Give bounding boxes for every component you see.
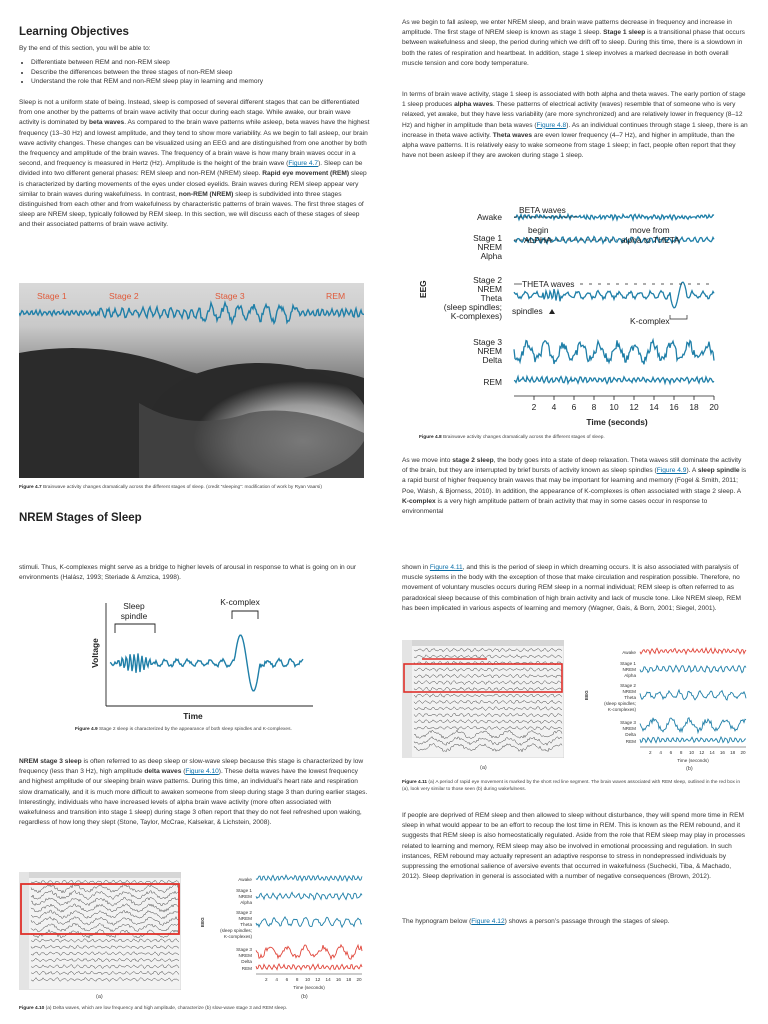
mini-x-tick: 16 bbox=[335, 977, 341, 982]
mini-row-label: NREM bbox=[622, 726, 636, 731]
stage-3-paragraph: NREM stage 3 sleep is often referred to as deep sleep or slow-wave sleep because this stage is characterized by low frequency (less than 3 Hz), high amplitude delta waves (Figure 4.10). These delta waves have the lowest frequency and highest amplitude of our sleeping brain wave patterns. During this time, an individual’s heart rate and respiration slow dramatically, and it is much more difficult to awaken someone from sleep during stage 3 than during earlier stages. Interestingly, individuals who have increased levels of alpha brain wave activity (more often associated with wakefulness and transition into stage 1 sleep) during stage 3 often report that they do not feel refreshed upon waking, regardless of how long they slept (Stone, Taylor, McCrae, Kalsekar, & Lichstein, 2008). bbox=[19, 758, 368, 827]
stage-1-label: Stage 1 bbox=[37, 291, 67, 301]
mini-row-label: Delta bbox=[625, 732, 636, 737]
mini-row-label: NREM bbox=[238, 916, 252, 921]
mini-row-label: NREM bbox=[622, 689, 636, 694]
row-label-stage3: NREM bbox=[477, 346, 502, 356]
mini-row-label: NREM bbox=[622, 667, 636, 672]
eeg-axis-label: EEG bbox=[418, 280, 428, 298]
figure-4-7-link[interactable]: Figure 4.7 bbox=[288, 160, 319, 168]
sleeping-person-image bbox=[19, 283, 364, 478]
mini-row-label: REM bbox=[241, 966, 252, 971]
figure-4-8-eeg-chart bbox=[402, 195, 748, 435]
row-label-stage2: Stage 2 bbox=[473, 275, 502, 285]
stage-2-label: Stage 2 bbox=[109, 291, 139, 301]
mini-x-tick: 6 bbox=[285, 977, 289, 982]
mini-row-label: NREM bbox=[238, 953, 252, 958]
mini-wave bbox=[256, 945, 362, 959]
mini-x-tick: 4 bbox=[659, 750, 662, 755]
spindle-kcomplex-wave bbox=[110, 635, 303, 691]
stage-2-paragraph: As we move into stage 2 sleep, the body goes into a state of deep relaxation. Theta waves still dominate the activity of the brain, but they are interrupted by brief bursts of activity known as sleep spindles (Figure 4.9). A sleep spindle is a rapid burst of higher frequency brain waves that may be important for learning and memory (Fogel & Smith, 2011; Poe, Walsh, & Bjorness, 2010). In addition, the appearance of K-complexes is often associated with stage 2 sleep. A K-complex is a very high amplitude pattern of brain activity that may in some cases occur in response to environmental bbox=[402, 457, 747, 516]
learning-objectives-title: Learning Objectives bbox=[19, 26, 129, 38]
mini-row-label: K-complexes) bbox=[223, 934, 252, 939]
mini-row-label: Stage 1 bbox=[620, 661, 636, 666]
x-tick-label: 12 bbox=[629, 402, 639, 412]
mini-row-label: K-complexes) bbox=[607, 707, 636, 712]
mini-row-label: Delta bbox=[241, 959, 252, 964]
figure-4-9-caption: Figure 4.9 Stage 2 sleep is characterized by the appearance of both sleep spindles and K-complexes. bbox=[75, 727, 292, 732]
figure-4-8-caption: Figure 4.8 Brainwave activity changes dramatically across the different stages of sleep. bbox=[419, 435, 605, 440]
mini-row-label: Theta bbox=[240, 922, 252, 927]
mini-row-label: NREM bbox=[238, 894, 252, 899]
mini-wave bbox=[256, 964, 362, 970]
mini-row-label: Awake bbox=[622, 650, 636, 655]
row-label-stage2: NREM bbox=[477, 284, 502, 294]
mini-wave bbox=[640, 648, 746, 654]
mini-row-label: Alpha bbox=[240, 900, 252, 905]
mini-wave bbox=[256, 875, 362, 881]
row-label-stage2: K-complexes) bbox=[450, 311, 502, 321]
mini-row-label: Stage 1 bbox=[236, 888, 252, 893]
mini-row-label: Awake bbox=[238, 877, 252, 882]
mini-x-tick: 20 bbox=[356, 977, 362, 982]
mini-x-tick: 2 bbox=[265, 977, 268, 982]
voltage-axis-label: Voltage bbox=[90, 638, 100, 668]
objective-item: • Understand the role that REM and non-REM sleep play in learning and memory bbox=[31, 77, 386, 87]
row-label-stage1: Alpha bbox=[480, 251, 502, 261]
mini-wave bbox=[640, 690, 746, 700]
time-axis-label: Time bbox=[183, 711, 203, 721]
figure-4-8-link[interactable]: Figure 4.8 bbox=[536, 121, 567, 129]
mini-row-label: Stage 3 bbox=[236, 947, 252, 952]
mini-x-tick: 14 bbox=[709, 750, 715, 755]
mini-x-tick: 18 bbox=[730, 750, 736, 755]
figure-4-11-link[interactable]: Figure 4.11 bbox=[429, 564, 463, 571]
figure-4-10-a-label: (a) bbox=[96, 994, 103, 1000]
x-tick-label: 2 bbox=[531, 402, 537, 412]
mini-x-tick: 18 bbox=[346, 977, 352, 982]
beta-waves-label: BETA waves bbox=[519, 205, 566, 215]
mini-x-tick: 10 bbox=[688, 750, 695, 755]
figure-4-11-a-label: (a) bbox=[480, 765, 487, 771]
objective-item: • Differentiate between REM and non-REM sleep bbox=[31, 58, 386, 68]
mini-x-tick: 16 bbox=[719, 750, 725, 755]
x-tick-label: 6 bbox=[571, 402, 577, 412]
row-label-awake: Awake bbox=[477, 212, 502, 222]
stage3-wave bbox=[514, 340, 714, 364]
begin-alpha-label: ALPHA bbox=[524, 235, 552, 245]
x-tick-label: 20 bbox=[709, 402, 719, 412]
mini-row-label: (sleep spindles; bbox=[220, 928, 252, 933]
mini-x-tick: 4 bbox=[275, 977, 278, 982]
mini-x-tick: 8 bbox=[679, 750, 683, 755]
mini-x-tick: 2 bbox=[649, 750, 652, 755]
row-label-rem: REM bbox=[483, 377, 502, 387]
objectives-intro: By the end of this section, you will be able to: bbox=[19, 45, 151, 52]
alpha-theta-paragraph: In terms of brain wave activity, stage 1 sleep is associated with both alpha and theta waves. The early portion of stage 1 sleep produces alpha waves. These patterns of electrical activity (waves) resemble that of someone who is very relaxed, yet awake, but they have less variability (are more synchronized) and are relatively lower in frequency (8–12 Hz) and higher in amplitude than beta waves (Figure 4.8). As an individual continues through stage 1 sleep, there is an increase in theta wave activity. Theta waves are even lower frequency (4–7 Hz), and higher in amplitude, than the alpha wave patterns. It is relatively easy to wake someone from stage 1 sleep; in fact, people often report that they have not been asleep if they are awoken during stage 1 sleep. bbox=[402, 91, 748, 160]
stage-3-label: Stage 3 bbox=[215, 291, 245, 301]
row-label-stage1: NREM bbox=[477, 242, 502, 252]
mini-x-tick: 12 bbox=[315, 977, 321, 982]
row-label-stage2: (sleep spindles; bbox=[443, 302, 502, 312]
mini-eeg-label: EEG bbox=[584, 690, 589, 700]
figure-4-11-b-label: (b) bbox=[686, 766, 693, 772]
mini-x-tick: 12 bbox=[699, 750, 705, 755]
mini-wave bbox=[640, 665, 746, 672]
mini-wave bbox=[640, 737, 746, 743]
x-tick-label: 14 bbox=[649, 402, 659, 412]
intro-paragraph: Sleep is not a uniform state of being. Instead, sleep is composed of several different stages that can be differentiated from one another by the patterns of brain wave activity that occur during each stage. While awake, our brain wave activity is dominated by beta waves. As compared to the brain wave patterns while asleep, beta waves have the highest frequency (13–30 Hz) and lowest amplitude, and they tend to show more variability. As we begin to fall asleep, our brain wave activity changes. These changes can be visualized using an EEG and are distinguished from one another by both the frequency and amplitude of the brain waves. The frequency of a brain wave is how many brain waves occur in a second, and frequency is measured in Hertz (Hz). Amplitude is the height of the brain wave (Figure 4.7). Sleep can be divided into two different general phases: REM sleep and non-REM (NREM) sleep. Rapid eye movement (REM) sleep is characterized by darting movements of the eyes under closed eyelids. Brain waves during REM sleep appear very similar to brain waves during wakefulness. In contrast, non-REM (NREM) sleep is subdivided into three stages distinguished from each other and from wakefulness by characteristic patterns of brain waves. The first three stages of sleep are NREM sleep, typically followed by REM sleep. In this section, we will discuss each of these stages of sleep and their associated patterns of brain wave activity. bbox=[19, 99, 370, 229]
mini-row-label: REM bbox=[625, 739, 636, 744]
rem-rebound-paragraph: If people are deprived of REM sleep and then allowed to sleep without disturbance, they will spend more time in REM sleep in what would appear to be an effort to recoup the lost time in REM. This is known as the REM rebound, and it suggests that REM sleep is also homeostatically regulated. Aside from the role that REM sleep may play in processes related to learning and memory, REM sleep may also be involved in emotional processing and regulation. In such instances, REM rebound may actually represent an adaptive response to stress in nondepressed individuals by suppressing the emotional salience of aversive events that occurred in wakefulness (Suchecki, Tiba, & Machado, 2012). Sleep deprivation in general is associated with a number of negative consequences (Brown, 2012). bbox=[402, 812, 746, 881]
figure-4-10-b-label: (b) bbox=[301, 994, 308, 1000]
row-label-stage3: Stage 3 bbox=[473, 337, 502, 347]
figure-4-10-link[interactable]: Figure 4.10 bbox=[185, 768, 219, 776]
rem-wave bbox=[514, 377, 714, 384]
x-tick-label: 4 bbox=[551, 402, 557, 412]
row-label-stage1: Stage 1 bbox=[473, 233, 502, 243]
rem-label: REM bbox=[326, 291, 346, 301]
x-tick-label: 16 bbox=[669, 402, 679, 412]
x-tick-label: 18 bbox=[689, 402, 699, 412]
sleep-spindle-label: spindle bbox=[120, 611, 148, 621]
spindles-label: spindles bbox=[512, 306, 543, 316]
row-label-stage2: Theta bbox=[480, 293, 502, 303]
objective-item: • Describe the differences between the three stages of non-REM sleep bbox=[31, 68, 386, 78]
mini-x-label: Time (seconds) bbox=[293, 985, 325, 990]
objectives-list bbox=[19, 58, 386, 87]
mini-x-tick: 20 bbox=[740, 750, 746, 755]
figure-4-10a-eeg-recording bbox=[19, 872, 181, 990]
figure-4-11a-eeg-recording bbox=[402, 640, 564, 758]
mini-row-label: Stage 3 bbox=[620, 720, 636, 725]
mini-row-label: (sleep spindles; bbox=[604, 701, 636, 706]
figure-4-10-caption: Figure 4.10 (a) Delta waves, which are low frequency and high amplitude, characterize (b) slow-wave stage 3 and REM sleep. bbox=[19, 1006, 288, 1011]
rem-paragraph: shown in Figure 4.11, and this is the period of sleep in which dreaming occurs. It is also associated with paralysis of muscle systems in the body with the exception of those that make circulation and respiration possible. Therefore, no movement of voluntary muscles occurs during REM sleep in a normal individual; REM sleep is often referred to as paradoxical sleep because of this combination of high brain activity and lack of muscle tone. Like NREM sleep, REM has been implicated in various aspects of learning and memory (Wagner, Gais, & Born, 2001; Siegel, 2001). bbox=[402, 564, 742, 612]
x-axis-label: Time (seconds) bbox=[586, 417, 648, 427]
figure-4-11b-eeg-chart bbox=[580, 645, 750, 765]
k-complex-label: K-complex bbox=[220, 597, 260, 607]
figure-4-10b-eeg-chart bbox=[196, 872, 366, 992]
figure-4-12-link[interactable]: Figure 4.12 bbox=[471, 918, 505, 925]
row-label-stage3: Delta bbox=[482, 355, 502, 365]
mini-row-label: Alpha bbox=[624, 673, 636, 678]
move-alpha-theta-label: alpha to THETA bbox=[621, 235, 680, 245]
stage-1-paragraph: As we begin to fall asleep, we enter NREM sleep, and brain wave patterns decrease in frequency and increase in amplitude. The first stage of NREM sleep is known as stage 1 sleep. Stage 1 sleep is a transitional phase that occurs between wakefulness and sleep, the period during which we drift off to sleep. During this time, there is a slowdown in both the rates of respiration and heartbeat. In addition, stage 1 sleep involves a marked decrease in both overall muscle tension and core body temperature. bbox=[402, 19, 745, 67]
mini-row-label: Stage 2 bbox=[620, 683, 636, 688]
sleep-spindle-label: Sleep bbox=[123, 601, 145, 611]
x-tick-label: 10 bbox=[609, 402, 619, 412]
x-tick-label: 8 bbox=[591, 402, 597, 412]
mini-wave bbox=[640, 718, 746, 733]
theta-waves-label: THETA waves bbox=[522, 279, 575, 289]
hypnogram-paragraph: The hypnogram below (Figure 4.12) shows a person’s passage through the stages of sleep. bbox=[402, 918, 670, 925]
k-complex-paragraph: stimuli. Thus, K-complexes might serve as a bridge to higher levels of arousal in response to what is going on in our environments (Halász, 1993; Steriade & Amzica, 1998). bbox=[19, 564, 357, 582]
mini-eeg-label: EEG bbox=[200, 917, 205, 927]
mini-row-label: Theta bbox=[624, 695, 636, 700]
figure-4-7-photo bbox=[19, 283, 364, 478]
mini-x-tick: 6 bbox=[669, 750, 673, 755]
mini-x-tick: 14 bbox=[325, 977, 331, 982]
mini-row-label: Stage 2 bbox=[236, 910, 252, 915]
nrem-stages-heading: NREM Stages of Sleep bbox=[19, 512, 142, 524]
begin-alpha-label: begin bbox=[528, 225, 549, 235]
mini-x-tick: 10 bbox=[304, 977, 311, 982]
figure-4-9-link[interactable]: Figure 4.9 bbox=[656, 467, 687, 475]
k-complex-label: K-complex bbox=[630, 316, 670, 326]
figure-4-7-caption: Figure 4.7 Brainwave activity changes dramatically across the different stages of sleep. (credit “sleeping”: modification of work by Ryan Vaarsi) bbox=[19, 485, 322, 490]
mini-x-label: Time (seconds) bbox=[677, 758, 709, 763]
figure-4-9-chart bbox=[88, 593, 318, 723]
mini-x-tick: 8 bbox=[295, 977, 299, 982]
figure-4-11-caption: Figure 4.11 (a) A period of rapid eye movement is marked by the short red line segment. The brain waves associated with REM sleep, outlined in the red box in (a), look very similar to those seen (b) during wakefulness. bbox=[402, 780, 741, 792]
move-alpha-theta-label: move from bbox=[630, 225, 670, 235]
mini-wave bbox=[256, 892, 362, 899]
mini-wave bbox=[256, 917, 362, 927]
